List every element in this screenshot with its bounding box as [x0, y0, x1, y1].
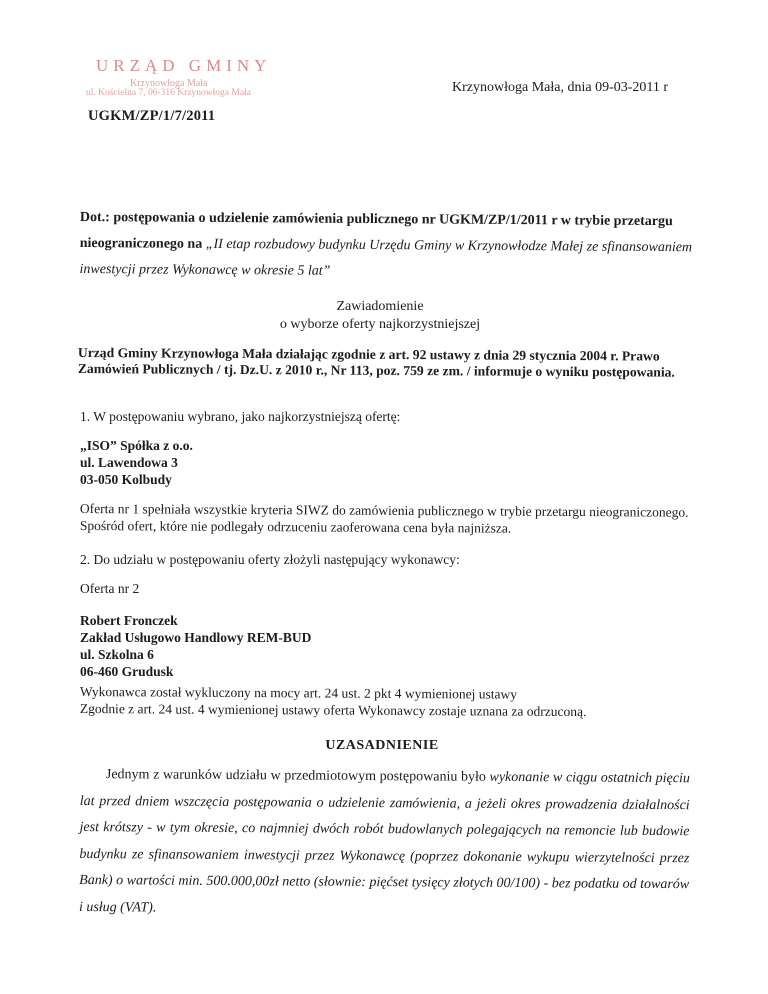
- place-date: Krzynowłoga Mała, dnia 09-03-2011 r: [452, 80, 669, 95]
- intro-paragraph: Urząd Gminy Krzynowłoga Mała działając zgodnie z art. 92 ustawy z dnia 29 stycznia 2004 r. Prawo Zamówień Publicznych / tj. Dz.U. z 2010 r., Nr 113, poz. 759 ze zm. / informuje o wyniku postępowania.: [77, 345, 675, 380]
- offer2-label: Oferta nr 2: [80, 581, 140, 596]
- winner-city: 03-050 Kolbudy: [80, 472, 172, 487]
- point2-line: 2. Do udziału w postępowaniu oferty złożyli następujący wykonawcy:: [80, 552, 460, 567]
- subject-prefix: Dot.: postępowania o udzielenie zamówienia publicznego nr UGKM/ZP/1/2011 r w trybie przetargu nieograniczonego na: [79, 209, 673, 252]
- exclusion-line2: Zgodnie z art. 24 ust. 4 wymienionej ustawy oferta Wykonawcy zostaje uznana za odrzuconą.: [79, 700, 587, 720]
- winner-address: [80, 437, 193, 488]
- notice-subtitle: o wyborze oferty najkorzystniejszej: [279, 317, 481, 332]
- bidder2-company: Zakład Usługowo Handlowy REM-BUD: [80, 630, 312, 645]
- winner-name: „ISO” Spółka z o.o.: [80, 438, 193, 453]
- subject-title: „II etap rozbudowy budynku Urzędu Gminy w Krzynowłodze Małej ze sfinansowaniem inwestycji przez Wykonawcę w okresie 5 lat”: [79, 236, 693, 279]
- justification-text: Jednym z warunków udziału w przedmiotowym postępowaniu było: [105, 767, 490, 785]
- winner-street: ul. Lawendowa 3: [80, 455, 178, 470]
- justification-title: UZASADNIENIE: [325, 738, 439, 753]
- subject-paragraph: [79, 205, 702, 287]
- exclusion-line1: Wykonawca został wykluczony na mocy art. 24 ust. 2 pkt 4 wymienionej ustawy: [79, 684, 518, 702]
- reference-number: UGKM/ZP/1/7/2011: [88, 108, 216, 124]
- bidder2-address: [80, 612, 311, 680]
- bidder2-city: 06-460 Grudusk: [80, 664, 174, 679]
- bidder2-name: Robert Fronczek: [80, 613, 178, 628]
- bidder2-street: ul. Szkolna 6: [80, 647, 154, 662]
- offer1-paragraph: Oferta nr 1 spełniała wszystkie kryteria SIWZ do zamówienia publicznego w trybie przetargu nieograniczonego. Spośród ofert, które nie podlegały odrzuceniu zaoferowana cena była najniższa.: [79, 500, 689, 536]
- stamp-address: ul. Kościelna 7, 06-316 Krzynowłoga Mała: [86, 88, 251, 98]
- justification-condition: wykonanie w ciągu ostatnich pięciu lat przed dniem wszczęcia postępowania o udzielenie zamówienia, a jeżeli okres prowadzenia działalności jest krótszy - w tym okresie, co najmniej dwóch robót budowlanych polegających na remoncie lub budowie budynku ze sfinansowaniem inwestycji przez Wykonawcę (poprzez dokonanie wykupu wierzytelności przez Bank) o wartości min. 500.000,00zł netto (słownie: pięćset tysięcy złotych 00/100) - bez podatku od towarów i usług (VAT).: [78, 769, 690, 916]
- stamp-municipality: Krzynowłoga Mała: [130, 78, 208, 89]
- notice-title: Zawiadomienie: [336, 299, 424, 314]
- notice-heading: [80, 298, 680, 334]
- selection-line: 1. W postępowaniu wybrano, jako najkorzystniejszą ofertę:: [80, 409, 401, 424]
- stamp-title: URZĄD GMINY: [96, 56, 272, 75]
- justification-paragraph: [79, 762, 690, 925]
- exclusion-paragraph: [80, 683, 705, 721]
